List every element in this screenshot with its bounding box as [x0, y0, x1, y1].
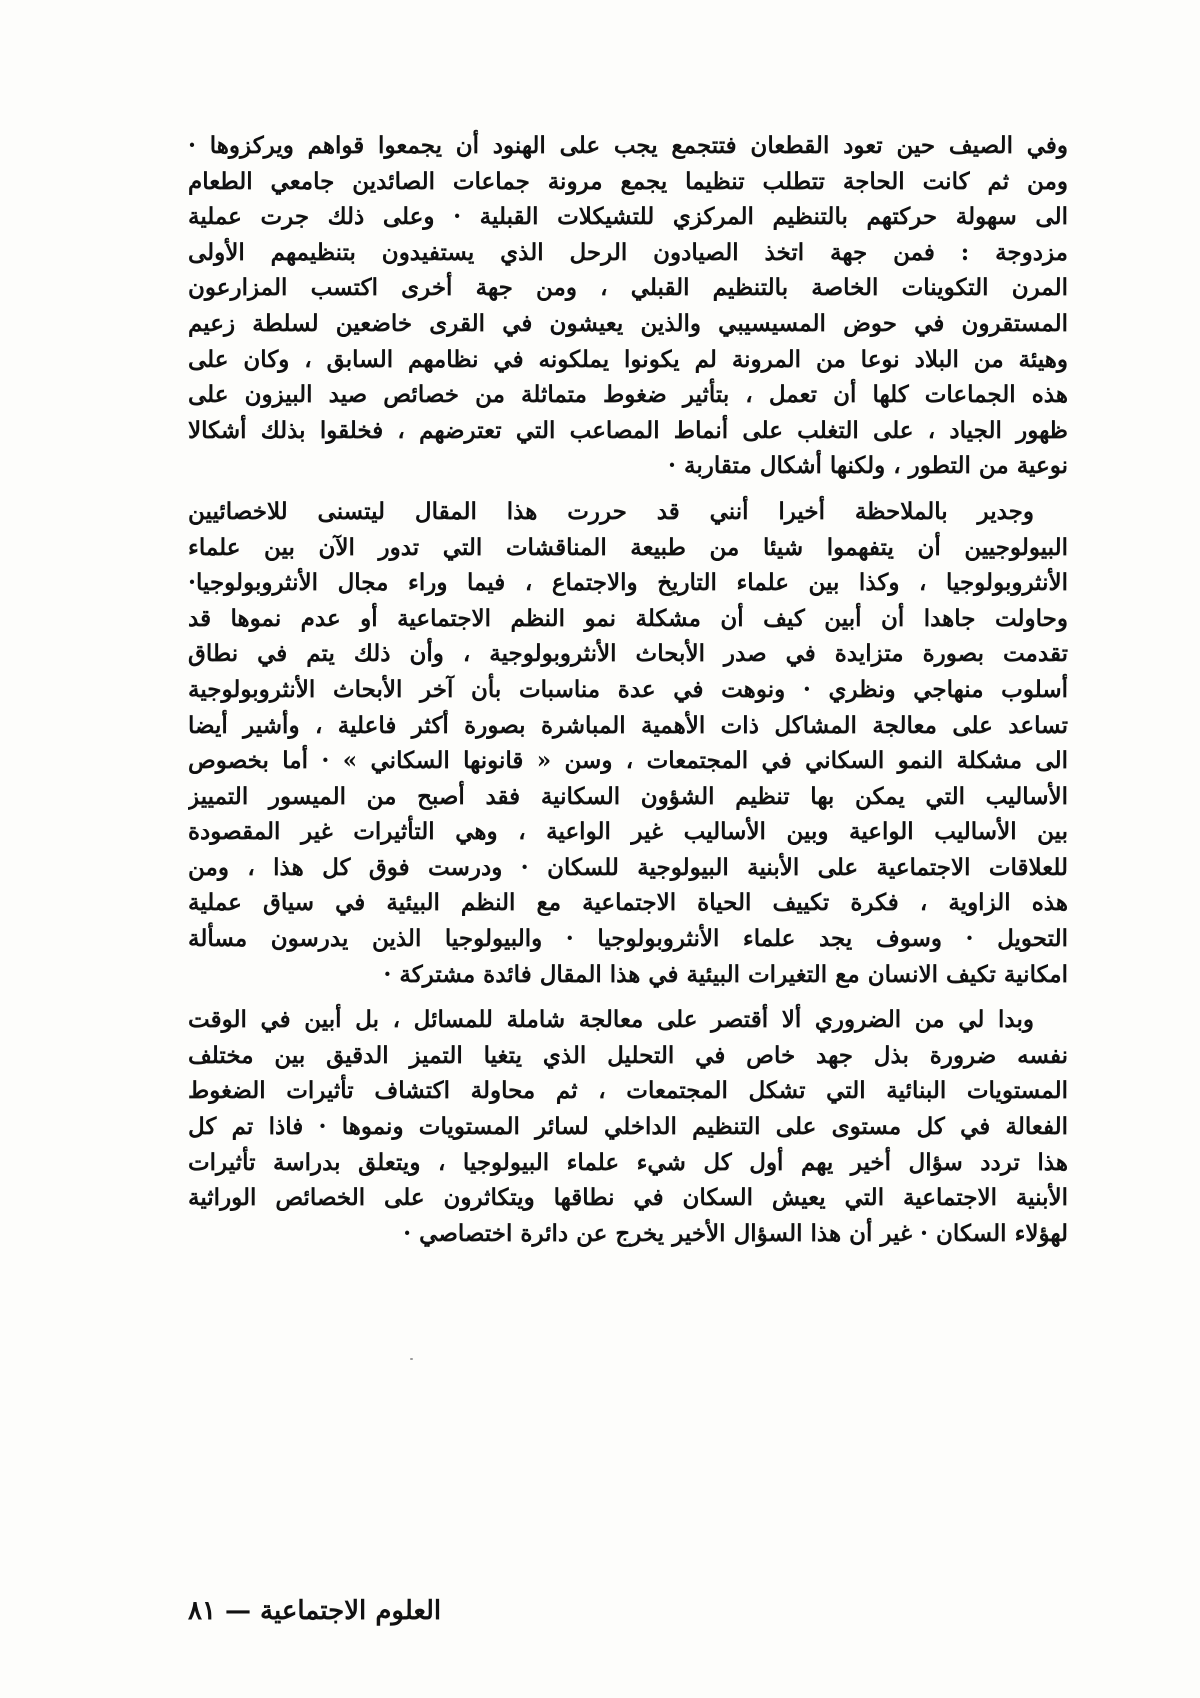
text-line: التحويل · وسوف يجد علماء الأنثروبولوجيا · والبيولوجيا الذين يدرسون مسألة — [188, 925, 1068, 953]
page-footer: العلوم الاجتماعية — ٨١ — [188, 1596, 442, 1626]
text-line: تساعد على معالجة المشاكل ذات الأهمية المباشرة بصورة أكثر فاعلية ، وأشير أيضا — [188, 711, 1068, 739]
text-line: الأساليب التي يمكن بها تنظيم الشؤون السكانية فقد أصبح من الميسور التمييز — [188, 782, 1068, 810]
text-line: تقدمت بصورة متزايدة في صدر الأبحاث الأنثروبولوجية ، وأن ذلك يتم في نطاق — [188, 640, 1068, 668]
text-line: المستقرون في حوض المسيسيبي والذين يعيشون في القرى خاضعين لسلطة زعيم — [188, 309, 1068, 337]
scan-speck — [410, 1358, 413, 1360]
text-line: هذه الجماعات كلها أن تعمل ، بتأثير ضغوط متماثلة من خصائص صيد البيزون على — [188, 381, 1068, 409]
text-line: ومن ثم كانت الحاجة تتطلب تنظيما يجمع مرونة جماعات الصائدين جامعي الطعام — [188, 167, 1068, 195]
text-line: وفي الصيف حين تعود القطعان فتتجمع يجب على الهنود أن يجمعوا قواهم ويركزوها · — [188, 132, 1068, 159]
text-line: بين الأساليب الواعية وبين الأساليب غير الواعية ، وهي التأثيرات غير المقصودة — [188, 818, 1068, 846]
text-line: البيولوجيين أن يتفهموا شيئا من طبيعة المناقشات التي تدور الآن بين علماء — [188, 533, 1068, 561]
text-line: الأبنية الاجتماعية التي يعيش السكان في نطاقها ويتكاثرون على الخصائص الوراثية — [188, 1184, 1068, 1212]
text-line: وبدا لي من الضروري ألا أقتصر على معالجة شاملة للمسائل ، بل أبين في الوقت — [188, 1006, 1034, 1034]
text-line: وحاولت جاهدا أن أبين كيف أن مشكلة نمو النظم الاجتماعية أو عدم نموها قد — [188, 604, 1068, 632]
text-line: مزدوجة : فمن جهة اتخذ الصيادون الرحل الذي يستفيدون بتنظيمهم الأولى — [188, 238, 1068, 266]
text-line: هذه الزاوية ، فكرة تكييف الحياة الاجتماعية مع النظم البيئية في سياق عملية — [188, 889, 1068, 917]
paragraph-2 — [188, 494, 1068, 992]
text-line: امكانية تكيف الانسان مع التغيرات البيئية في هذا المقال فائدة مشتركة · — [383, 960, 1068, 988]
text-line: الى سهولة حركتهم بالتنظيم المركزي للتشيكلات القبلية · وعلى ذلك جرت عملية — [188, 203, 1068, 231]
text-line: الفعالة في كل مستوى على التنظيم الداخلي لسائر المستويات ونموها · فاذا تم كل — [188, 1113, 1068, 1141]
text-line: المرن التكوينات الخاصة بالتنظيم القبلي ، ومن جهة أخرى اكتسب المزارعون — [188, 274, 1068, 302]
text-line: أسلوب منهاجي ونظري · ونوهت في عدة مناسبات بأن آخر الأبحاث الأنثروبولوجية — [188, 675, 1068, 703]
text-line: هذا تردد سؤال أخير يهم أول كل شيء علماء البيولوجيا ، ويتعلق بدراسة تأثيرات — [188, 1148, 1068, 1176]
text-line: للعلاقات الاجتماعية على الأبنية البيولوجية للسكان · ودرست فوق كل هذا ، ومن — [188, 853, 1068, 881]
paragraph-1 — [188, 128, 1068, 484]
text-line: وهيئة من البلاد نوعا من المرونة لم يكونوا يملكونه في نظامهم السابق ، وكان على — [188, 345, 1068, 373]
body-text — [188, 128, 1068, 1251]
text-line: الى مشكلة النمو السكاني في المجتمعات ، وسن « قانونها السكاني » · أما بخصوص — [188, 747, 1068, 775]
text-line: لهؤلاء السكان · غير أن هذا السؤال الأخير يخرج عن دائرة اختصاصي · — [403, 1219, 1068, 1247]
text-line: نفسه ضرورة بذل جهد خاص في التحليل الذي يتغيا التميز الدقيق بين مختلف — [188, 1041, 1068, 1069]
text-line: وجدير بالملاحظة أخيرا أنني قد حررت هذا المقال ليتسنى للاخصائيين — [188, 497, 1034, 525]
text-line: ظهور الجياد ، على التغلب على أنماط المصاعب التي تعترضهم ، فخلقوا بذلك أشكالا — [188, 416, 1068, 444]
text-line: نوعية من التطور ، ولكنها أشكال متقاربة · — [668, 452, 1068, 480]
text-line: الأنثروبولوجيا ، وكذا بين علماء التاريخ والاجتماع ، فيما وراء مجال الأنثروبولوجيا· — [188, 569, 1068, 597]
paragraph-3 — [188, 1002, 1068, 1251]
text-line: المستويات البنائية التي تشكل المجتمعات ، ثم محاولة اكتشاف تأثيرات الضغوط — [188, 1077, 1068, 1105]
